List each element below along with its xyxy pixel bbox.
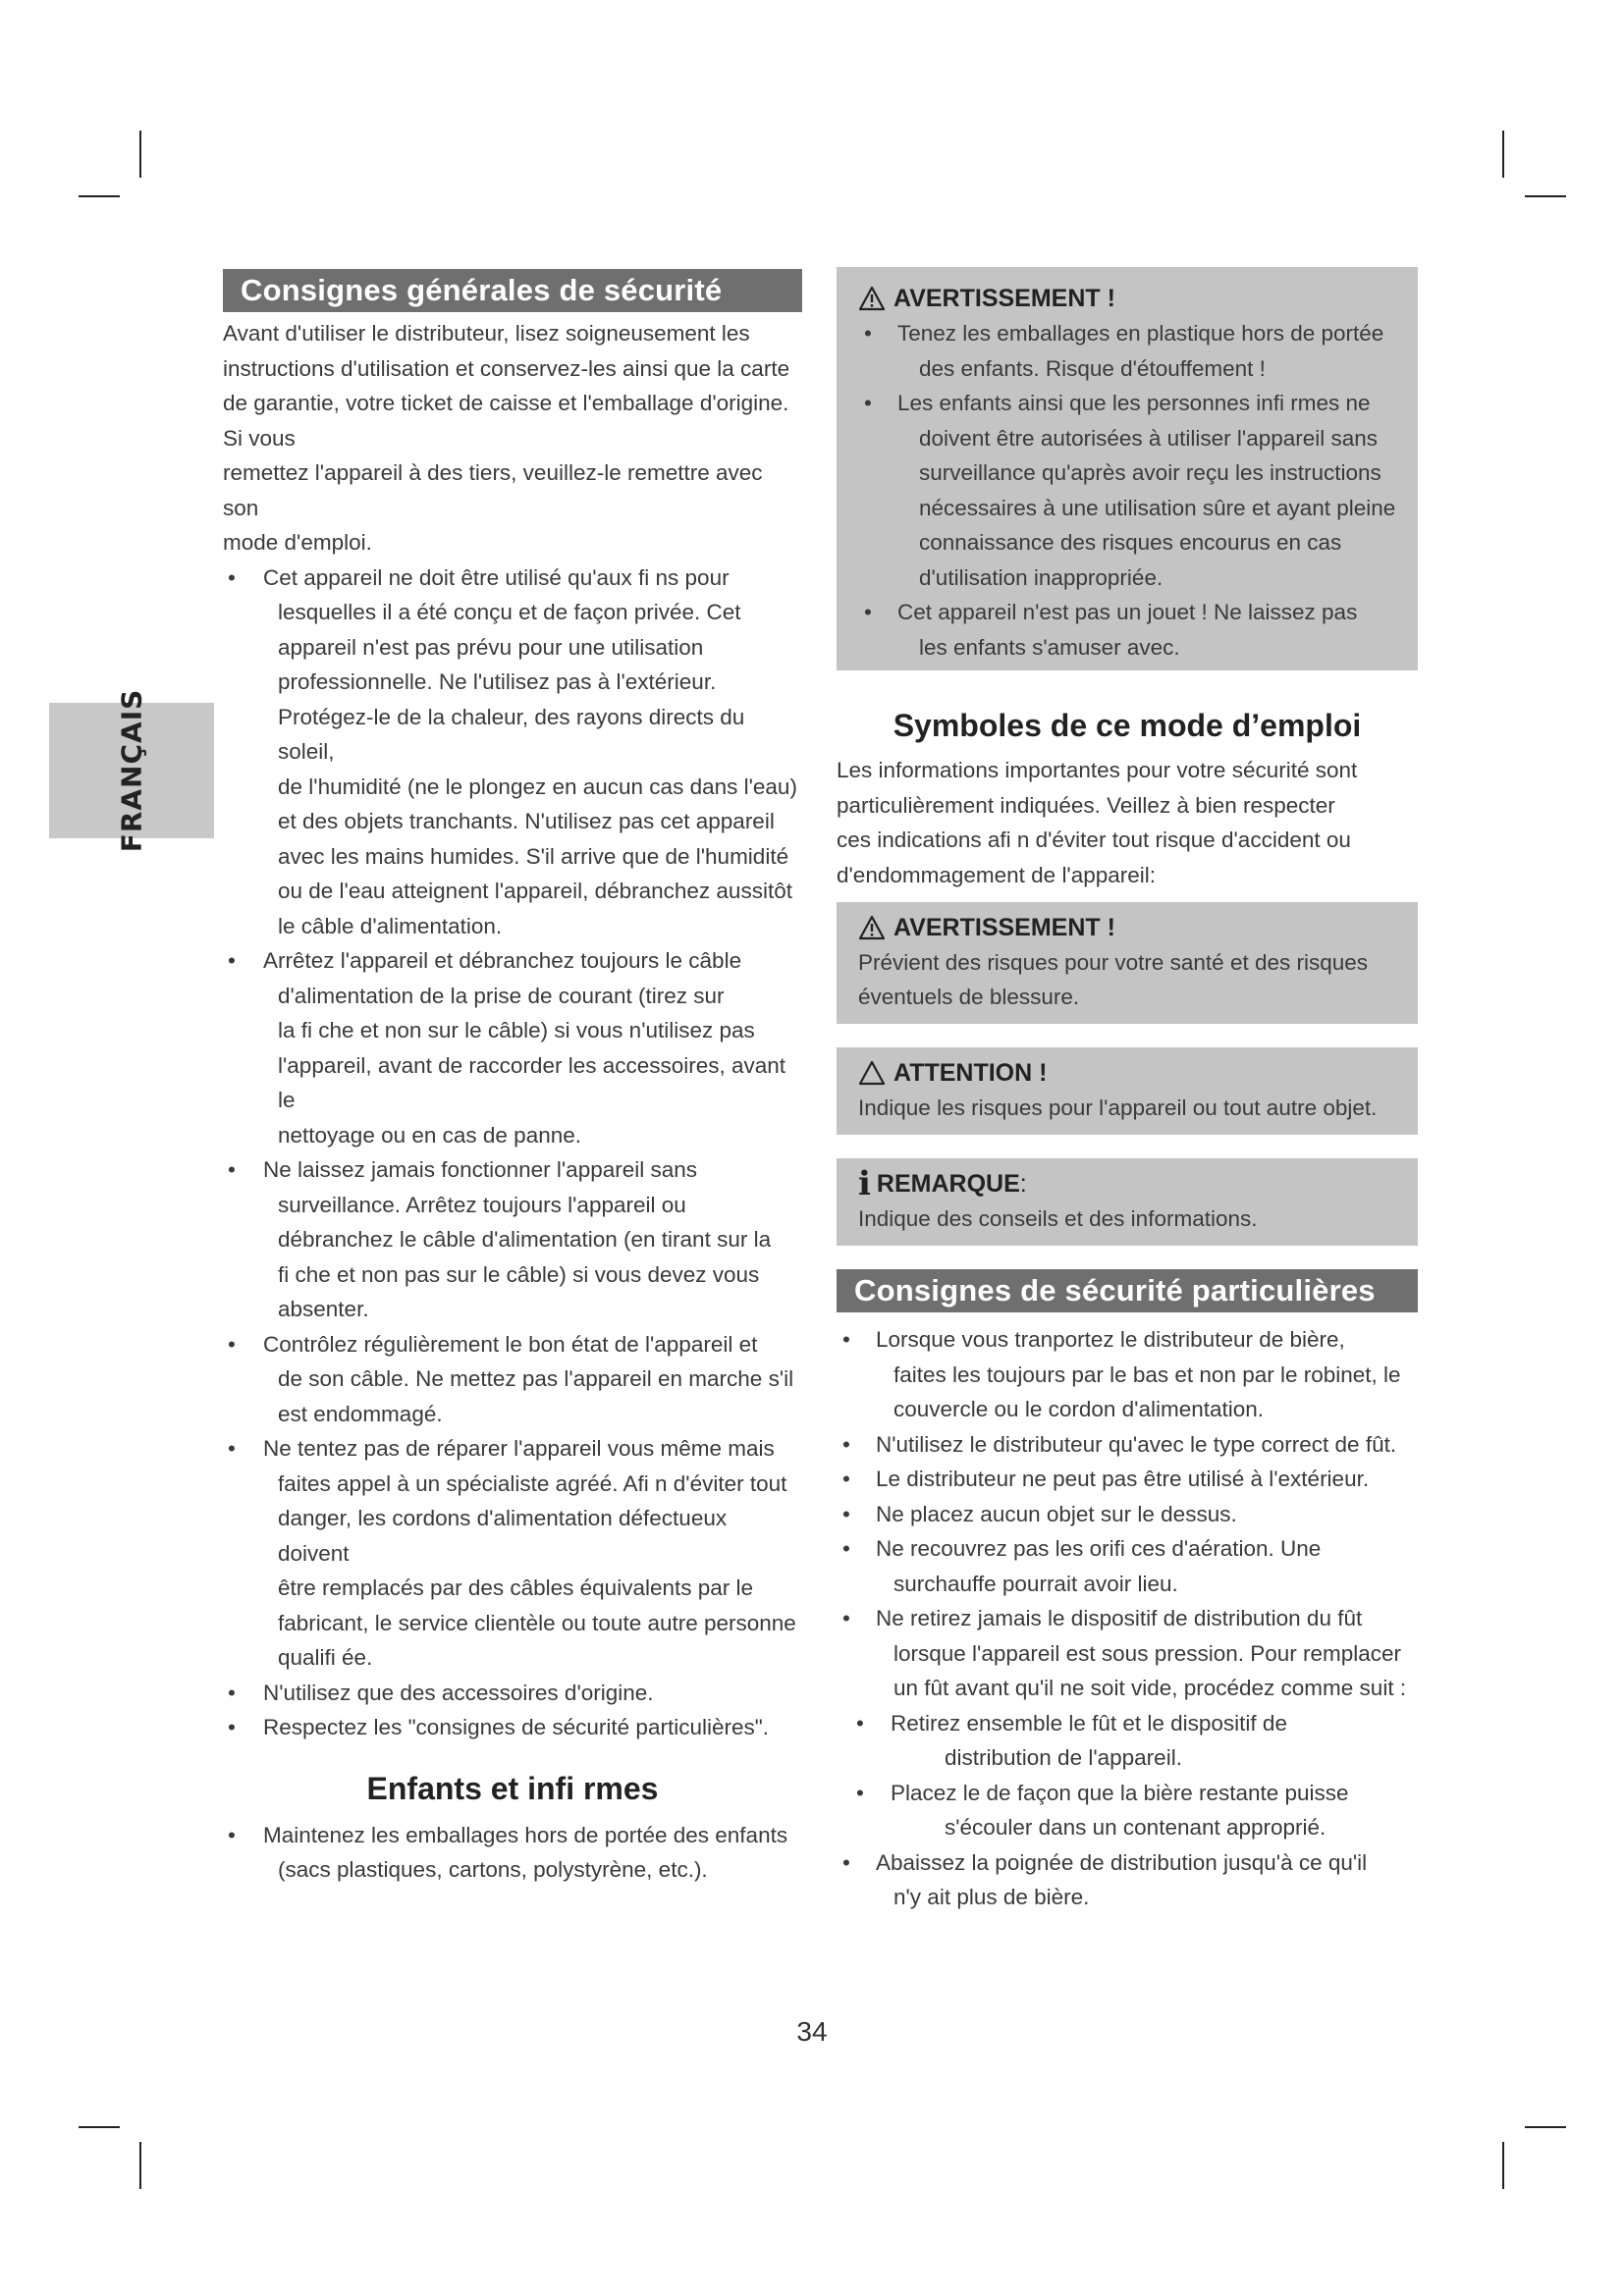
list-item-line: est endommagé. [278,1401,443,1426]
bullet-icon: • [228,1157,236,1182]
special-safety-final-list [837,1845,1418,1915]
list-item-line: Ne tentez pas de réparer l'appareil vous même mais [263,1436,775,1461]
list-item-line: surchauffe pourrait avoir lieu. [893,1571,1178,1596]
caution-triangle-icon [858,1060,886,1086]
list-item-line: n'y ait plus de bière. [893,1885,1090,1909]
list-item [837,1845,1418,1915]
bullet-icon: • [228,1331,236,1357]
bullet-icon: • [228,1436,236,1461]
children-list [223,1818,802,1888]
text-line: instructions d'utilisation et conservez-les ainsi que la carte [223,355,790,381]
list-item-line: surveillance. Arrêtez toujours l'appareil ou [278,1192,686,1217]
crop-mark [79,195,120,197]
list-item-line: faites appel à un spécialiste agréé. Afi n d'éviter tout [278,1470,787,1496]
list-item-line: couvercle ou le cordon d'alimentation. [893,1397,1265,1421]
warning-list [858,316,1396,665]
list-item-line: faites les toujours par le bas et non par le robinet, le [893,1362,1401,1387]
list-item-line: Ne recouvrez pas les orifi ces d'aération. Une [876,1536,1322,1561]
symbol-attention-text [858,1091,1396,1125]
symbol-note-title [858,1166,1396,1201]
list-item [837,1497,1418,1532]
info-icon: i [858,1164,871,1203]
text-line: Si vous [223,425,296,451]
crop-mark [1502,2142,1504,2189]
list-item-line: Retirez ensemble le fût et le dispositif de [891,1710,1287,1735]
general-safety-list [223,561,802,1745]
list-item-line: surveillance qu'après avoir reçu les instructions [919,460,1381,485]
list-item-line: ou de l'eau atteignent l'appareil, débranchez aussitôt [278,879,792,903]
special-safety-list [837,1322,1418,1706]
bullet-icon: • [842,1501,850,1526]
bullet-icon: • [228,1715,236,1739]
bullet-icon: • [864,600,872,624]
list-item-line: danger, les cordons d'alimentation défectueux doivent [278,1506,728,1566]
list-item-line: avec les mains humides. S'il arrive que de l'humidité [278,843,789,869]
list-item-line: Arrêtez l'appareil et débranchez toujours le câble [263,948,742,973]
section-title-special-safety: Consignes de sécurité particulières [837,1269,1418,1312]
text-line: Indique les risques pour l'appareil ou tout autre objet. [858,1095,1378,1120]
list-item-line: nettoyage ou en cas de panne. [278,1122,582,1148]
bullet-icon: • [842,1467,850,1491]
warning-triangle-icon [858,286,886,311]
bullet-icon: • [228,1680,236,1705]
list-item-line: le câble d'alimentation. [278,913,503,938]
list-item-line: Cet appareil ne doit être utilisé qu'aux fi ns pour [263,564,730,590]
list-item-line: lorsque l'appareil est sous pression. Pour remplacer [893,1640,1402,1666]
list-item [858,595,1396,665]
crop-mark [1525,195,1566,197]
list-item-line: professionnelle. Ne l'utilisez pas à l'extérieur. [278,669,717,694]
list-item [837,1531,1418,1601]
bullet-icon: • [856,1710,864,1735]
list-item-line: doivent être autorisées à utiliser l'appareil sans [919,425,1379,451]
text-line: de garantie, votre ticket de caisse et l'emballage d'origine. [223,391,789,415]
page-number: 34 [796,2016,828,2047]
list-item-line: s'écouler dans un contenant approprié. [945,1815,1326,1840]
warning-title [858,281,1396,316]
text-line: éventuels de blessure. [858,985,1080,1009]
list-item-line: qualifi ée. [278,1645,373,1670]
list-item [223,1152,802,1327]
list-item-line: Ne retirez jamais le dispositif de distribution du fût [876,1606,1363,1630]
list-item-line: les enfants s'amuser avec. [919,634,1180,660]
list-item-line: (sacs plastiques, cartons, polystyrène, etc.). [278,1857,708,1882]
bullet-icon: • [856,1780,864,1805]
symbol-note-box [837,1158,1418,1246]
list-item-line: l'appareil, avant de raccorder les accessoires, avant le [278,1052,786,1112]
list-item-line: Contrôlez régulièrement le bon état de l'appareil et [263,1331,758,1357]
list-item-line: appareil n'est pas prévu pour une utilisation [278,634,704,660]
list-item-line: Respectez les "consignes de sécurité particulières". [263,1715,769,1739]
bullet-icon: • [842,1327,850,1352]
list-item-line: connaissance des risques encourus en cas [919,530,1342,555]
symbol-warning-title [858,910,1396,945]
list-item-line: d'alimentation de la prise de courant (tirez sur [278,983,725,1008]
bullet-icon: • [842,1536,850,1561]
list-item-line: distribution de l'appareil. [945,1745,1182,1770]
list-item-line: un fût avant qu'il ne soit vide, procédez comme suit : [893,1676,1407,1700]
list-item-line: Placez le de façon que la bière restante puisse [891,1780,1349,1805]
list-item-line: de son câble. Ne mettez pas l'appareil en marche s'il [278,1366,794,1391]
symbols-heading: Symboles de ce mode d’emploi [893,708,1362,743]
list-item-line: de l'humidité (ne le plongez en aucun cas dans l'eau) [278,774,797,799]
list-item-line: Cet appareil n'est pas un jouet ! Ne laissez pas [897,600,1358,624]
right-column [837,267,1418,1915]
list-item-line: N'utilisez que des accessoires d'origine. [263,1680,654,1705]
list-item [858,386,1396,595]
crop-mark [79,2126,120,2128]
symbol-warning-text [858,945,1396,1014]
language-tab-label: FRANÇAIS [115,688,148,853]
crop-mark [1502,131,1504,178]
list-item-line: Lorsque vous tranportez le distributeur de bière, [876,1327,1345,1352]
list-item [837,1427,1418,1463]
bullet-icon: • [228,948,236,973]
text-line: mode d'emploi. [223,530,372,555]
symbol-note-title-suffix: : [1019,1170,1027,1198]
list-item-line: Le distributeur ne peut pas être utilisé à l'extérieur. [876,1467,1370,1491]
list-item-line: d'utilisation inappropriée. [919,564,1164,590]
list-item-line: fabricant, le service clientèle ou toute autre personne [278,1610,796,1635]
general-safety-intro [223,316,802,561]
symbol-note-text [858,1201,1396,1236]
crop-mark [139,2142,141,2189]
list-item [837,1601,1418,1706]
list-item-line: nécessaires à une utilisation sûre et ayant pleine [919,495,1396,520]
list-item-line: Tenez les emballages en plastique hors de portée [897,321,1384,346]
symbols-intro [837,753,1418,892]
bullet-icon: • [228,1822,236,1847]
list-item [837,1776,1418,1845]
list-item [223,943,802,1152]
list-item [223,1327,802,1432]
list-item [223,1710,802,1745]
list-item-line: Protégez-le de la chaleur, des rayons directs du soleil, [278,704,745,764]
text-line: Les informations importantes pour votre sécurité sont [837,758,1358,782]
children-heading: Enfants et infi rmes [366,1770,659,1806]
symbol-attention-title [858,1055,1396,1091]
warning-title-text: AVERTISSEMENT ! [893,285,1115,312]
list-item-line: absenter. [278,1297,369,1321]
list-item [837,1322,1418,1427]
list-item-line: lesquelles il a été conçu et de façon privée. Cet [278,600,741,624]
text-line: Avant d'utiliser le distributeur, lisez soigneusement les [223,321,750,346]
list-item [223,1818,802,1888]
crop-mark [1525,2126,1566,2128]
warning-triangle-icon [858,915,886,940]
symbol-attention-box [837,1047,1418,1135]
special-safety-sublist [837,1706,1418,1845]
list-item-line: Maintenez les emballages hors de portée des enfants [263,1822,788,1847]
list-item-line: Les enfants ainsi que les personnes infi rmes ne [897,391,1371,415]
symbol-note-title-text: REMARQUE [876,1170,1020,1198]
list-item-line: des enfants. Risque d'étouffement ! [919,355,1266,381]
symbol-warning-title-text: AVERTISSEMENT ! [893,914,1115,941]
list-item-line: fi che et non pas sur le câble) si vous devez vous [278,1261,760,1287]
bullet-icon: • [842,1849,850,1875]
list-item [223,1431,802,1676]
text-line: Prévient des risques pour votre santé et des risques [858,950,1369,975]
text-line: particulièrement indiquées. Veillez à bien respecter [837,792,1335,818]
section-title-general-safety: Consignes générales de sécurité [223,269,802,312]
list-item [223,1676,802,1711]
list-item [223,561,802,944]
list-item-line: Abaissez la poignée de distribution jusqu'à ce qu'il [876,1849,1368,1875]
bullet-icon: • [842,1606,850,1630]
list-item [837,1706,1418,1776]
list-item-line: Ne laissez jamais fonctionner l'appareil sans [263,1157,698,1182]
list-item-line: et des objets tranchants. N'utilisez pas cet appareil [278,809,775,833]
list-item-line: débranchez le câble d'alimentation (en tirant sur la [278,1227,772,1252]
text-line: remettez l'appareil à des tiers, veuillez-le remettre avec son [223,460,763,520]
symbol-attention-title-text: ATTENTION ! [893,1059,1048,1087]
list-item [837,1462,1418,1497]
list-item-line: Ne placez aucun objet sur le dessus. [876,1501,1237,1526]
symbol-warning-box [837,902,1418,1024]
warning-box [837,267,1418,670]
text-line: ces indications afi n d'éviter tout risque d'accident ou [837,828,1351,852]
left-column [223,269,802,1888]
list-item [858,316,1396,386]
list-item-line: la fi che et non sur le câble) si vous n'utilisez pas [278,1018,755,1042]
crop-mark [139,131,141,178]
list-item-line: N'utilisez le distributeur qu'avec le type correct de fût. [876,1431,1397,1457]
bullet-icon: • [864,391,872,415]
text-line: d'endommagement de l'appareil: [837,862,1157,887]
language-tab [49,688,214,853]
text-line: Indique des conseils et des informations. [858,1206,1258,1231]
bullet-icon: • [842,1431,850,1457]
bullet-icon: • [864,321,872,346]
bullet-icon: • [228,564,236,590]
list-item-line: être remplacés par des câbles équivalents par le [278,1575,754,1600]
